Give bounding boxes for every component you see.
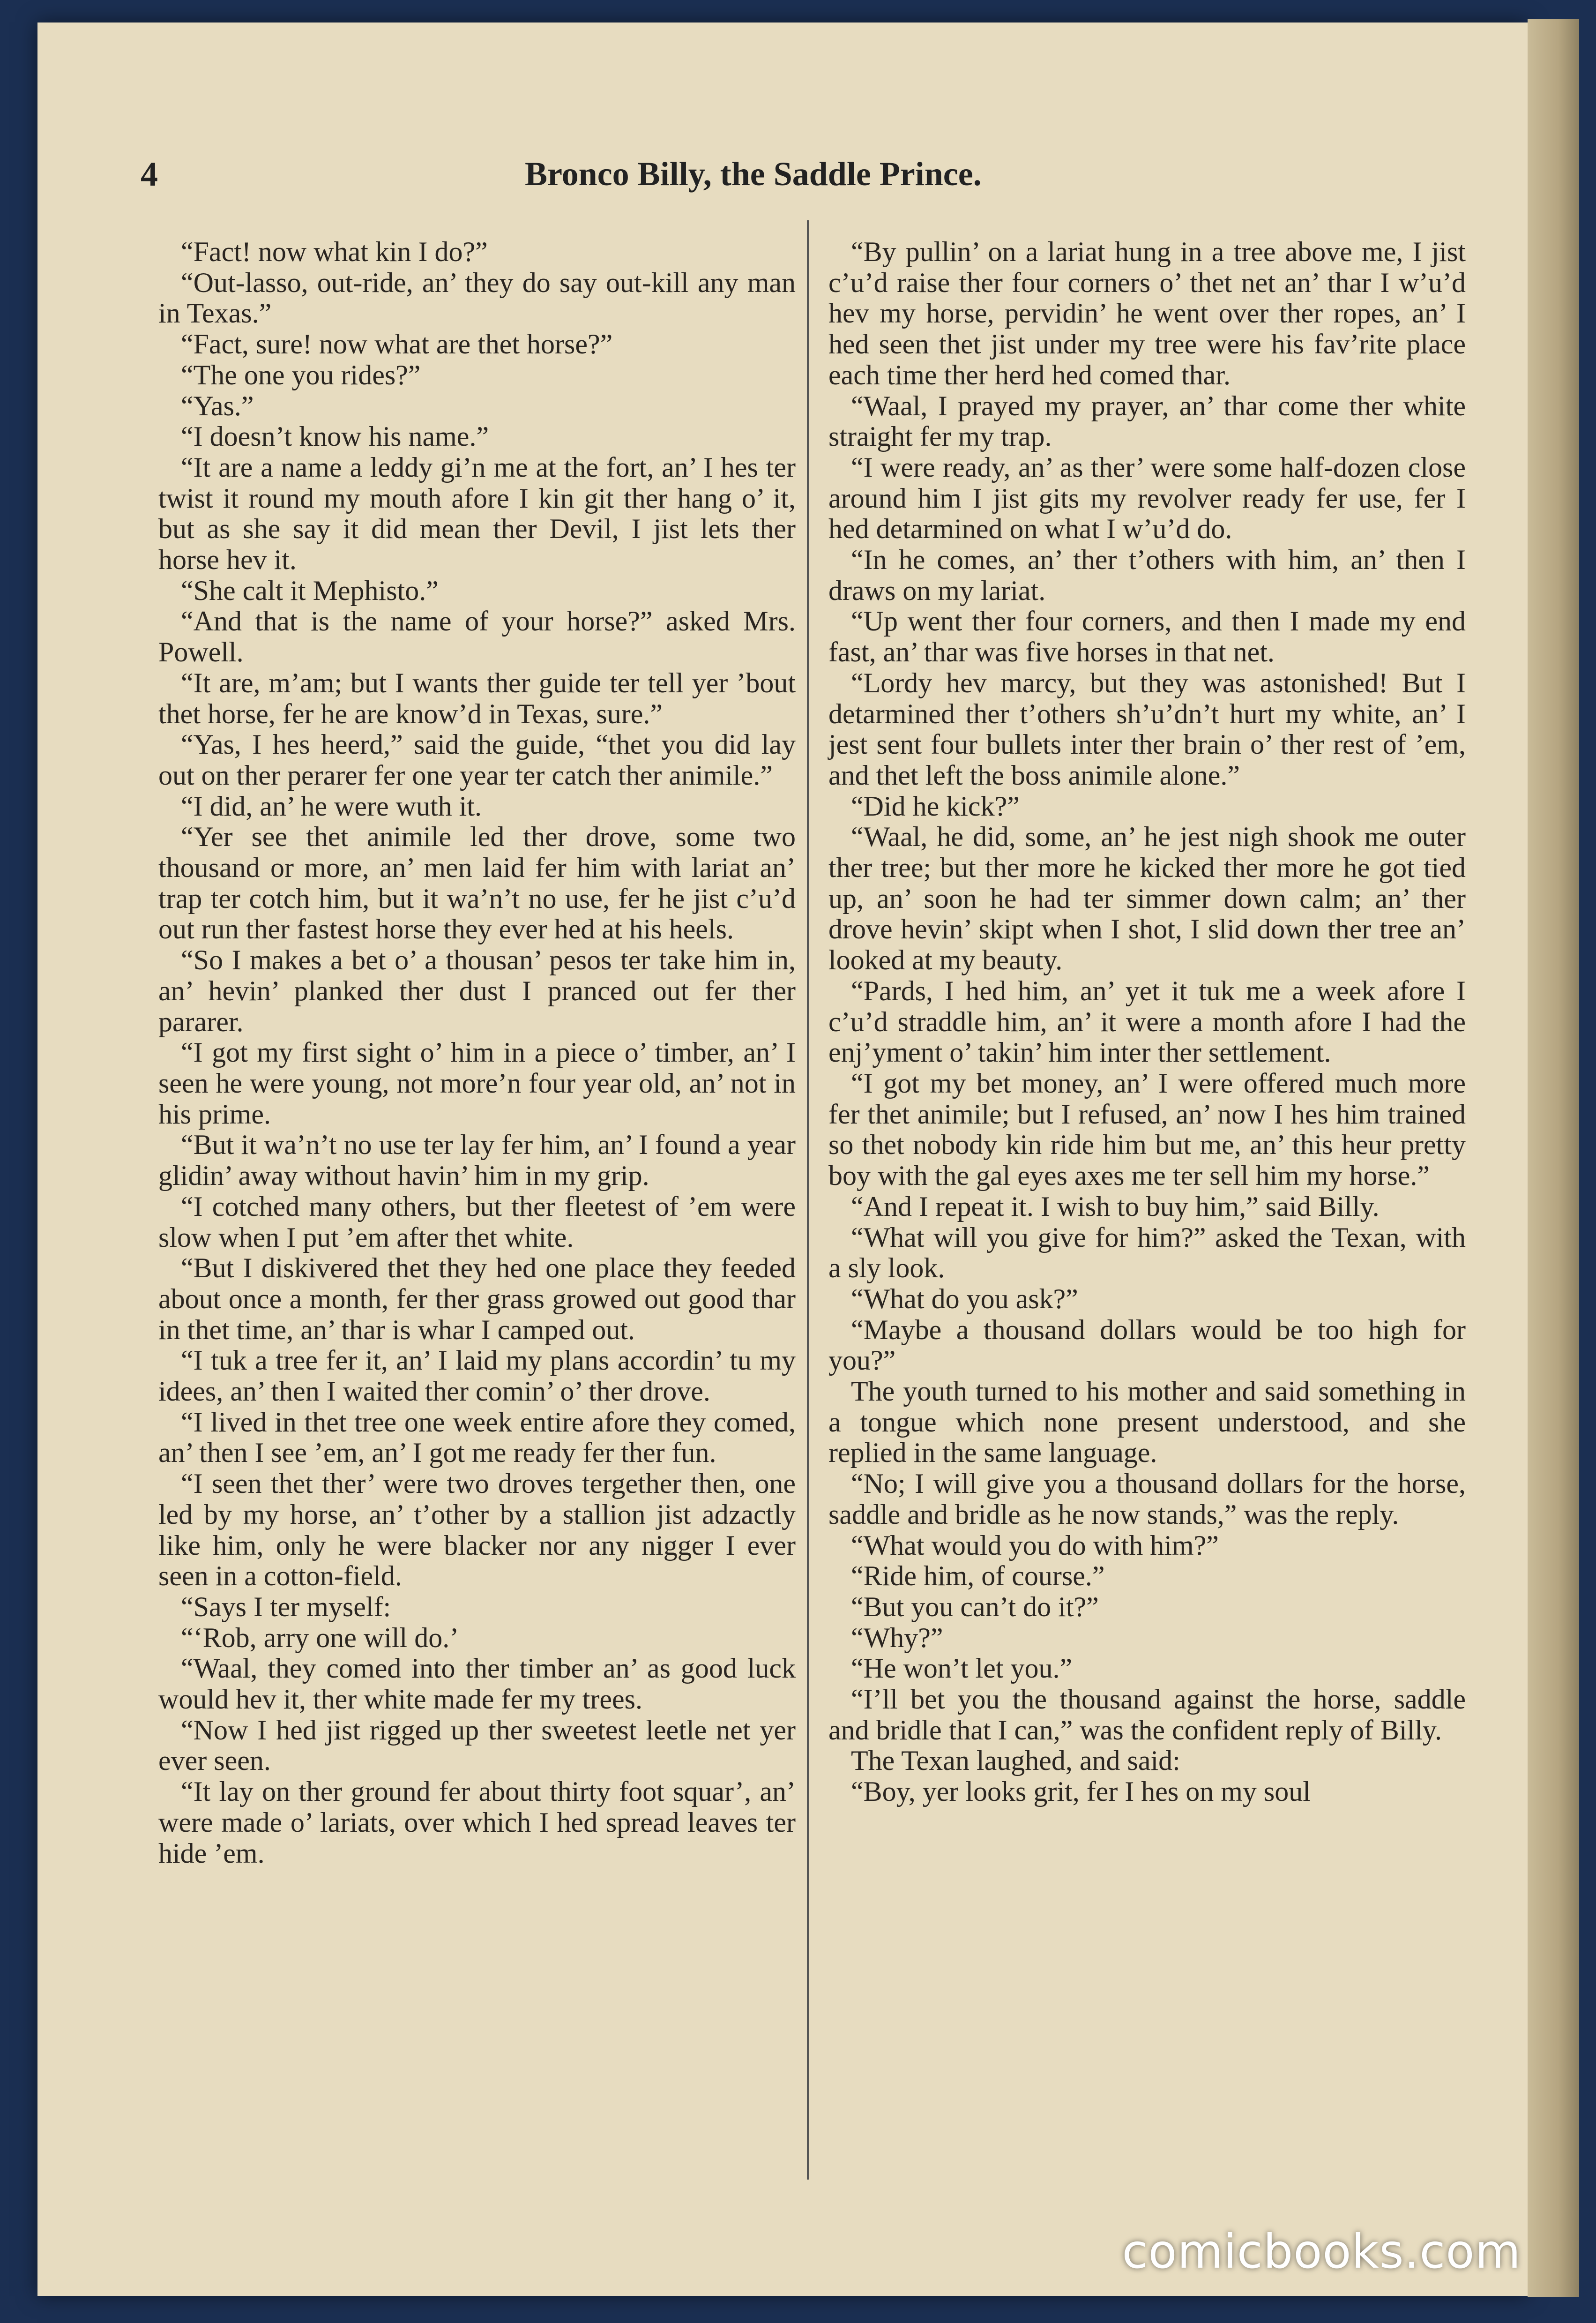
paragraph: “But it wa’n’t no use ter lay fer him, an’ I found a year glidin’ away without havin’ him in my grip. — [158, 1129, 796, 1191]
paragraph: “Out-lasso, out-ride, an’ they do say out-kill any man in Texas.” — [158, 267, 796, 329]
column-divider — [807, 220, 809, 2180]
paragraph: “So I makes a bet o’ a thousan’ pesos ter take him in, an’ hevin’ planked ther dust I pranced out fer ther pararer. — [158, 944, 796, 1037]
paragraph: “Pards, I hed him, an’ yet it tuk me a week afore I c’u’d straddle him, an’ it were a month afore I had the enj’yment o’ takin’ him inter ther settlement. — [828, 975, 1466, 1068]
paragraph: “Did he kick?” — [851, 790, 1020, 822]
paragraph: “Ride him, of course.” — [851, 1560, 1105, 1592]
paragraph: “But I diskivered thet they hed one place they feeded about once a month, fer ther grass growed out good thar in thet time, an’ thar is whar I camped out. — [158, 1252, 796, 1345]
paragraph: “Maybe a thousand dollars would be too high for you?” — [828, 1314, 1466, 1376]
paragraph: “The one you rides?” — [181, 359, 421, 390]
paragraph: “Lordy hev marcy, but they was astonished! But I detarmined ther t’others sh’u’dn’t hurt my white, an’ I jest sent four bullets inter ther brain o’ ther rest of ’em, and thet left the boss animile alone.” — [828, 667, 1466, 791]
paragraph: The Texan laughed, and said: — [851, 1745, 1180, 1776]
paragraph: “It are, m’am; but I wants ther guide ter tell yer ’bout thet horse, fer he are know’d in Texas, sure.” — [158, 667, 796, 729]
page-number: 4 — [141, 155, 158, 194]
paragraph: “I seen thet ther’ were two droves tergether then, one led by my horse, an’ t’other by a stallion jist adzactly like him, only he were blacker nor any nigger I ever seen in a cotton-field. — [158, 1468, 796, 1592]
paragraph: “I were ready, an’ as ther’ were some half-dozen close around him I jist gits my revolver ready fer use, fer I hed detarmined on what I w’u’d do. — [828, 451, 1466, 545]
running-header — [141, 155, 1406, 197]
paragraph: “Up went ther four corners, and then I made my end fast, an’ thar was five horses in that net. — [828, 606, 1466, 668]
paragraph: “Waal, I prayed my prayer, an’ thar come ther white straight fer my trap. — [828, 390, 1466, 452]
next-page-edge — [1528, 19, 1579, 2297]
paragraph: “‘Rob, arry one will do.’ — [181, 1622, 459, 1653]
paragraph: “In he comes, an’ ther t’others with him, an’ then I draws on my lariat. — [828, 544, 1466, 606]
paragraph: “Says I ter myself: — [181, 1591, 391, 1622]
paragraph: “She calt it Mephisto.” — [181, 575, 439, 606]
paragraph: “Fact! now what kin I do?” — [181, 236, 488, 267]
paragraph: “What do you ask?” — [851, 1283, 1078, 1314]
right-column — [828, 237, 1466, 1807]
paragraph: “Boy, yer looks grit, fer I hes on my soul — [851, 1776, 1311, 1807]
paragraph: “I’ll bet you the thousand against the horse, saddle and bridle that I can,” was the confident reply of Billy. — [828, 1684, 1466, 1746]
paragraph: “I lived in thet tree one week entire afore they comed, an’ then I see ’em, an’ I got me ready fer ther fun. — [158, 1406, 796, 1469]
paragraph: “Waal, he did, some, an’ he jest nigh shook me outer ther tree; but ther more he kicked ther more he got tied up, an’ soon he had ter simmer down calm; an’ ther drove hevin’ skipt when I shot, I slid down ther tree an’ looked at my beauty. — [828, 821, 1466, 976]
paragraph: “Yas.” — [181, 390, 254, 421]
paragraph: “Now I hed jist rigged up ther sweetest leetle net yer ever seen. — [158, 1714, 796, 1776]
paragraph: “It are a name a leddy gi’n me at the fort, an’ I hes ter twist it round my mouth afore I kin git ther hang o’ it, but as she say it did mean ther Devil, I jist lets ther horse hev it. — [158, 451, 796, 576]
paragraph: “I got my bet money, an’ I were offered much more fer thet animile; but I refused, an’ now I hes him trained so thet nobody kin ride him but me, an’ this heur pretty boy with the gal eyes axes me ter sell him my horse.” — [828, 1067, 1466, 1191]
paragraph: “And I repeat it. I wish to buy him,” said Billy. — [851, 1191, 1380, 1222]
watermark: comicbooks.com — [1122, 2224, 1521, 2279]
paragraph: “It lay on ther ground fer about thirty foot squar’, an’ were made o’ lariats, over which I hed spread leaves ter hide ’em. — [158, 1776, 796, 1869]
paragraph: “I cotched many others, but ther fleetest of ’em were slow when I put ’em after thet white. — [158, 1191, 796, 1253]
paragraph: “Waal, they comed into ther timber an’ as good luck would hev it, ther white made fer my trees. — [158, 1653, 796, 1715]
paragraph: “Why?” — [851, 1622, 943, 1653]
paragraph: The youth turned to his mother and said something in a tongue which none present understood, and she replied in the same language. — [828, 1376, 1466, 1469]
paragraph: “I tuk a tree fer it, an’ I laid my plans accordin’ tu my idees, an’ then I waited ther comin’ o’ ther drove. — [158, 1345, 796, 1407]
paragraph: “Fact, sure! now what are thet horse?” — [181, 329, 613, 360]
paragraph: “I got my first sight o’ him in a piece o’ timber, an’ I seen he were young, not more’n four year old, an’ not in his prime. — [158, 1037, 796, 1130]
paragraph: “I did, an’ he were wuth it. — [181, 790, 482, 822]
paragraph: “He won’t let you.” — [851, 1653, 1073, 1684]
running-title: Bronco Billy, the Saddle Prince. — [525, 155, 982, 193]
paragraph: “No; I will give you a thousand dollars for the horse, saddle and bridle as he now stands,” was the reply. — [828, 1468, 1466, 1530]
paragraph: “And that is the name of your horse?” asked Mrs. Powell. — [158, 606, 796, 668]
paragraph: “I doesn’t know his name.” — [181, 421, 489, 452]
paragraph: “By pullin’ on a lariat hung in a tree above me, I jist c’u’d raise ther four corners o’ thet net an’ thar I w’u’d hev my horse, pervidin’ he went over ther ropes, an’ I hed seen thet jist under my tree were his fav’rite place each time ther herd hed comed thar. — [828, 236, 1466, 390]
paragraph: “Yer see thet animile led ther drove, some two thousand or more, an’ men laid fer him with lariat an’ trap ter cotch him, but it wa’n’t no use, fer he jist c’u’d out run ther fastest horse they ever hed at his heels. — [158, 821, 796, 945]
paragraph: “What would you do with him?” — [851, 1529, 1219, 1561]
paragraph: “But you can’t do it?” — [851, 1591, 1099, 1622]
paragraph: “Yas, I hes heerd,” said the guide, “thet you did lay out on ther perarer fer one year ter catch ther animile.” — [158, 729, 796, 791]
paragraph: “What will you give for him?” asked the Texan, with a sly look. — [828, 1221, 1466, 1284]
left-column — [158, 237, 796, 1869]
